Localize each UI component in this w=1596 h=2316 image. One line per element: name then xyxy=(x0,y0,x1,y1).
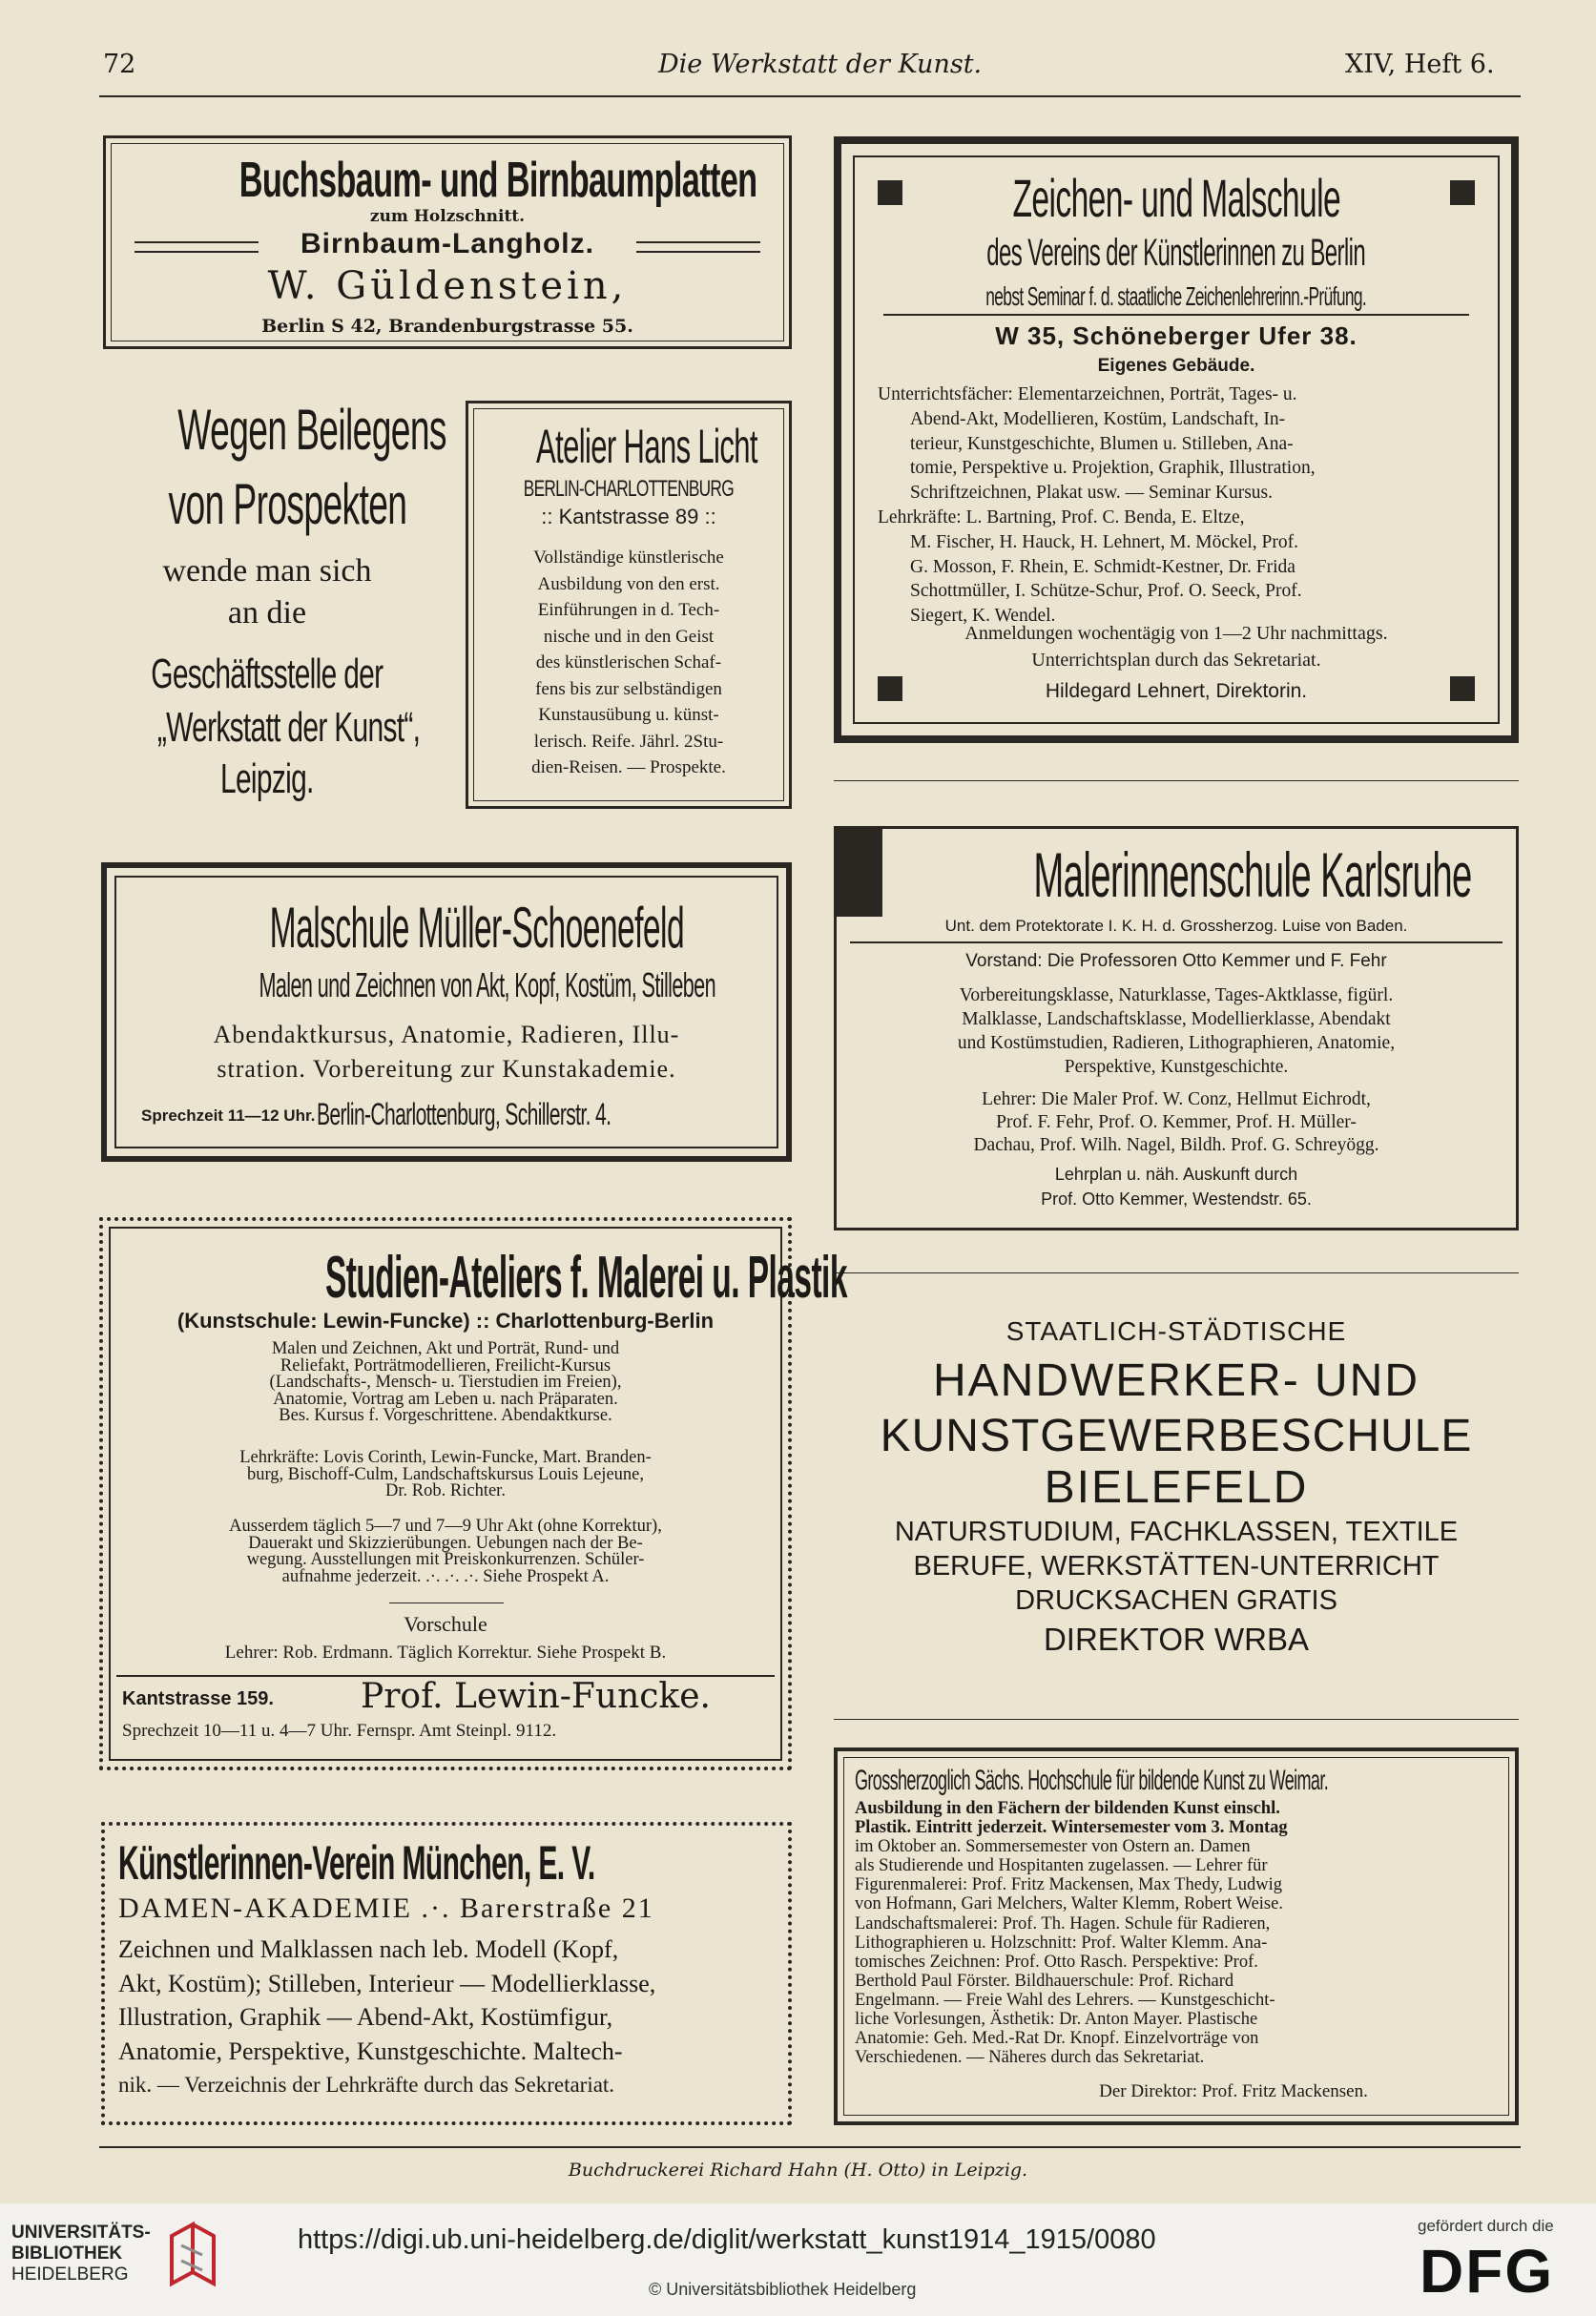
karlsruhe-patron: Unt. dem Protektorate I. K. H. d. Grossherzog. Luise von Baden. xyxy=(944,917,1408,935)
studien-body2 xyxy=(116,1450,775,1500)
karlsruhe-line: Vorbereitungsklasse, Naturklasse, Tages-Aktklasse, figürl. xyxy=(959,985,1394,1005)
ad-weimar xyxy=(834,1747,1519,2125)
weimar-line: Landschaftsmalerei: Prof. Th. Hagen. Schule für Radieren, xyxy=(855,1913,1271,1933)
studien-line: Anatomie, Vortrag am Leben u. nach Präparaten. xyxy=(273,1389,618,1409)
zeichen-line: Schriftzeichnen, Plakat usw. — Seminar Kursus. xyxy=(910,483,1273,504)
zeichen-line: G. Mosson, F. Rhein, E. Schmidt-Kestner, Dr. Frida xyxy=(910,556,1295,577)
muenchen-line: nik. — Verzeichnis der Lehrkräfte durch das Sekretariat. xyxy=(118,2073,615,2097)
studien-line: Ausserdem täglich 5—7 und 7—9 Uhr Akt (ohne Korrektur), xyxy=(229,1517,662,1536)
beilegen-line7: Leipzig. xyxy=(220,755,314,802)
zeichen-hours: Anmeldungen wochentägig von 1—2 Uhr nachmittags. xyxy=(964,623,1388,644)
zeichen-line: Schottmüller, I. Schütze-Schur, Prof. O. Seeck, Prof. xyxy=(910,581,1302,602)
printer-rule xyxy=(99,2146,1521,2148)
studien-vorschule: Vorschule xyxy=(404,1612,487,1636)
weimar-line: Figurenmalerei: Prof. Fritz Mackensen, Max Thedy, Ludwig xyxy=(855,1875,1283,1895)
bielefeld-line6: BERUFE, WERKSTÄTTEN-UNTERRICHT xyxy=(913,1551,1440,1582)
ad-zeichen xyxy=(834,136,1519,743)
buchsbaum-product: Birnbaum-Langholz. xyxy=(301,228,594,259)
licht-line: Einführungen in d. Tech- xyxy=(537,600,720,620)
ad-studien xyxy=(99,1217,847,1770)
weimar-line: Verschiedenen. — Näheres durch das Sekretariat. xyxy=(855,2048,1205,2068)
weimar-line: Lithographieren u. Holzschnitt: Prof. Walter Klemm. Ana- xyxy=(855,1933,1268,1953)
zeichen-seminar: nebst Seminar f. d. staatliche Zeichenlehrerinn.-Prüfung. xyxy=(985,281,1367,311)
mueller-hours: Sprechzeit 11—12 Uhr. xyxy=(141,1106,316,1125)
buchsbaum-company: W. Güldenstein, xyxy=(267,264,628,308)
mueller-line1: Abendaktkursus, Anatomie, Radieren, Illu- xyxy=(213,1021,680,1048)
zeichen-body xyxy=(878,383,1475,629)
karlsruhe-info2: Prof. Otto Kemmer, Westendstr. 65. xyxy=(1041,1189,1312,1209)
studien-line: Dauerakt und Skizzierübungen. Uebungen nach der Be- xyxy=(248,1533,643,1553)
library-line3: HEIDELBERG xyxy=(11,2264,129,2285)
zeichen-line: Unterrichtsfächer: Elementarzeichnen, Porträt, Tages- u. xyxy=(878,384,1297,404)
library-logo-icon xyxy=(164,2217,221,2297)
library-line1: UNIVERSITÄTS- xyxy=(11,2223,151,2243)
buchsbaum-title: Buchsbaum- und Birnbaumplatten xyxy=(238,153,757,208)
journal-title: Die Werkstatt der Kunst. xyxy=(658,50,983,79)
karlsruhe-divider xyxy=(850,941,1503,943)
muenchen-body xyxy=(118,1933,778,2102)
karlsruhe-teacher-line: Lehrer: Die Maler Prof. W. Conz, Hellmut Eichrodt, xyxy=(982,1089,1371,1109)
beilegen-line1: Wegen Beilegens xyxy=(177,398,446,462)
muenchen-title: Künstlerinnen-Verein München, E. V. xyxy=(118,1836,595,1890)
mueller-line2: stration. Vorbereitung zur Kunstakademie. xyxy=(217,1055,676,1083)
zeichen-line: Lehrkräfte: L. Bartning, Prof. C. Benda, E. Eltze, xyxy=(878,507,1245,527)
studien-prof: Prof. Lewin-Funcke. xyxy=(361,1677,711,1716)
licht-line: lerisch. Reife. Jährl. 2Stu- xyxy=(533,731,724,752)
beilegen-line2: von Prospekten xyxy=(168,472,407,536)
weimar-line: Plastik. Eintritt jederzeit. Wintersemester vom 3. Montag xyxy=(855,1818,1288,1838)
zeichen-director: Hildegard Lehnert, Direktorin. xyxy=(1045,680,1308,702)
zeichen-line: tomie, Perspektive u. Projektion, Graphik, Illustration, xyxy=(910,458,1316,479)
page-number: 72 xyxy=(103,50,136,79)
ad-mueller xyxy=(101,862,792,1162)
muenchen-line: Akt, Kostüm); Stilleben, Interieur — Modellierklasse, xyxy=(118,1969,656,1997)
ad-beilegen xyxy=(95,391,446,811)
licht-street: :: Kantstrasse 89 :: xyxy=(541,505,716,528)
zeichen-address: W 35, Schöneberger Ufer 38. xyxy=(995,321,1358,350)
studien-line: Reliefakt, Porträtmodellieren, Freilicht-Kursus xyxy=(280,1355,611,1375)
karlsruhe-title: Malerinnenschule Karlsruhe xyxy=(1033,839,1472,910)
buchsbaum-subtitle: zum Holzschnitt. xyxy=(369,207,526,226)
studien-line: wegung. Ausstellungen mit Preiskonkurrenzen. Schüler- xyxy=(246,1550,645,1570)
karlsruhe-line: Perspektive, Kunstgeschichte. xyxy=(1064,1057,1289,1077)
zeichen-line: M. Fischer, H. Hauck, H. Lehnert, M. Möckel, Prof. xyxy=(910,531,1299,552)
zeichen-title: Zeichen- und Malschule xyxy=(1012,168,1340,228)
funding-label: gefördert durch die xyxy=(1418,2217,1554,2235)
weimar-line: liche Vorlesungen, Ästhetik: Dr. Anton Mayer. Plastische xyxy=(855,2010,1258,2030)
mueller-subtitle: Malen und Zeichnen von Akt, Kopf, Kostüm, Stilleben xyxy=(259,965,715,1004)
zeichen-building: Eigenes Gebäude. xyxy=(1097,356,1255,376)
licht-line: Ausbildung von den erst. xyxy=(537,573,720,594)
ad-bielefeld xyxy=(834,1307,1519,1660)
zeichen-line: Abend-Akt, Modellieren, Kostüm, Landschaft, In- xyxy=(910,408,1286,429)
weimar-line: tomisches Zeichnen: Prof. Otto Rasch. Perspektive: Prof. xyxy=(855,1952,1258,1972)
muenchen-line: Anatomie, Perspektive, Kunstgeschichte. Maltech- xyxy=(118,2037,623,2065)
karlsruhe-teacher-line: Dachau, Prof. Wilh. Nagel, Bildh. Prof. G. Schreyögg. xyxy=(973,1135,1379,1155)
beilegen-line6: „Werkstatt der Kunst“, xyxy=(156,704,421,751)
weimar-line: Ausbildung in den Fächern der bildenden Kunst einschl. xyxy=(855,1799,1280,1818)
column-rule xyxy=(834,780,1519,781)
licht-line: Kunstausübung u. künst- xyxy=(538,705,719,725)
viewer-footer xyxy=(0,2203,1596,2316)
buchsbaum-address: Berlin S 42, Brandenburgstrasse 55. xyxy=(261,316,633,337)
licht-line: nische und in den Geist xyxy=(543,626,715,647)
karlsruhe-line: Malklasse, Landschaftsklasse, Modellierklasse, Abendakt xyxy=(962,1009,1391,1029)
issue-label: XIV, Heft 6. xyxy=(1345,50,1495,79)
zeichen-plan: Unterrichtsplan durch das Sekretariat. xyxy=(1031,650,1321,671)
weimar-line: Engelmann. — Freie Wahl des Lehrers. — Kunstgeschicht- xyxy=(855,1990,1275,2010)
column-rule xyxy=(834,1719,1519,1720)
beilegen-line3: wende man sich xyxy=(162,553,372,589)
mueller-address: Berlin-Charlottenburg, Schillerstr. 4. xyxy=(317,1097,611,1131)
zeichen-line: Siegert, K. Wendel. xyxy=(910,606,1056,627)
weimar-title: Grossherzoglich Sächs. Hochschule für bildende Kunst zu Weimar. xyxy=(855,1765,1329,1796)
licht-city: BERLIN-CHARLOTTENBURG xyxy=(523,476,735,502)
permalink-url[interactable]: https://digi.ub.uni-heidelberg.de/diglit/werkstatt_kunst1914_1915/0080 xyxy=(298,2224,1156,2255)
bielefeld-line5: NATURSTUDIUM, FACHKLASSEN, TEXTILE xyxy=(894,1517,1459,1547)
studien-line: Lehrkräfte: Lovis Corinth, Lewin-Funcke, Mart. Branden- xyxy=(239,1448,652,1467)
karlsruhe-board: Vorstand: Die Professoren Otto Kemmer und F. Fehr xyxy=(965,951,1387,971)
column-rule xyxy=(834,1272,1519,1273)
zeichen-line: terieur, Kunstgeschichte, Blumen u. Stilleben, Ana- xyxy=(910,433,1294,454)
weimar-body xyxy=(855,1799,1502,2067)
studien-subtitle: (Kunstschule: Lewin-Funcke) :: Charlottenburg-Berlin xyxy=(176,1309,715,1333)
zeichen-divider xyxy=(883,314,1469,316)
bielefeld-line2: HANDWERKER- UND xyxy=(933,1355,1420,1406)
ad-muenchen xyxy=(101,1822,792,2125)
bielefeld-line1: STAATLICH-STÄDTISCHE xyxy=(1005,1316,1347,1346)
ad-licht xyxy=(466,401,792,809)
bielefeld-line3: KUNSTGEWERBESCHULE xyxy=(880,1411,1473,1461)
studien-line: (Landschafts-, Mensch- u. Tierstudien im Freien), xyxy=(269,1373,622,1393)
mueller-title: Malschule Müller-Schoenefeld xyxy=(269,896,685,960)
dfg-logo: DFG xyxy=(1420,2237,1555,2306)
karlsruhe-line: und Kostümstudien, Radieren, Lithographieren, Anatomie, xyxy=(957,1033,1396,1053)
divider-right xyxy=(636,241,760,253)
muenchen-line: Illustration, Graphik — Abend-Akt, Kostümfigur, xyxy=(118,2003,613,2031)
studien-line: Bes. Kursus f. Vorgeschrittene. Abendaktkurse. xyxy=(279,1406,612,1426)
bielefeld-line7: DRUCKSACHEN GRATIS xyxy=(1015,1585,1337,1616)
studien-title: Studien-Ateliers f. Malerei u. Plastik xyxy=(324,1245,847,1311)
ad-buchsbaum xyxy=(103,135,792,349)
printer-line: Buchdruckerei Richard Hahn (H. Otto) in Leipzig. xyxy=(568,2160,1028,2181)
licht-title: Atelier Hans Licht xyxy=(536,420,757,473)
licht-line: fens bis zur selbständigen xyxy=(535,678,722,699)
bielefeld-line8: DIREKTOR WRBA xyxy=(1043,1622,1310,1657)
weimar-line: im Oktober an. Sommersemester von Ostern an. Damen xyxy=(855,1837,1251,1857)
zeichen-subtitle: des Vereins der Künstlerinnen zu Berlin xyxy=(986,232,1366,274)
karlsruhe-teachers xyxy=(848,1088,1504,1157)
bielefeld-line4: BIELEFELD xyxy=(1044,1462,1309,1513)
studien-vorschule-line: Lehrer: Rob. Erdmann. Täglich Korrektur. Siehe Prospekt B. xyxy=(224,1643,667,1663)
karlsruhe-teacher-line: Prof. F. Fehr, Prof. O. Kemmer, Prof. H. Müller- xyxy=(996,1112,1357,1132)
studien-line: Malen und Zeichnen, Akt und Porträt, Rund- und xyxy=(271,1339,620,1358)
weimar-line: von Hofmann, Gari Melchers, Walter Klemm, Robert Weise. xyxy=(855,1894,1283,1914)
studien-street: Kantstrasse 159. xyxy=(122,1688,274,1709)
studien-line: burg, Bischoff-Culm, Landschaftskursus Louis Lejeune, xyxy=(246,1464,644,1484)
studien-line: aufnahme jederzeit. .·. .·. .·. Siehe Prospekt A. xyxy=(281,1566,610,1586)
library-line2: BIBLIOTHEK xyxy=(11,2244,123,2264)
studien-hours: Sprechzeit 10—11 u. 4—7 Uhr. Fernspr. Amt Steinpl. 9112. xyxy=(122,1721,557,1741)
beilegen-line4: an die xyxy=(227,595,307,631)
licht-body xyxy=(487,545,770,781)
studien-body1 xyxy=(116,1341,775,1425)
licht-line: Vollständige künstlerische xyxy=(533,548,724,568)
ad-karlsruhe xyxy=(834,826,1519,1230)
library-name xyxy=(11,2223,151,2285)
muenchen-line: Zeichnen und Malklassen nach leb. Modell (Kopf, xyxy=(118,1935,619,1963)
karlsruhe-info1: Lehrplan u. näh. Auskunft durch xyxy=(1054,1165,1298,1184)
karlsruhe-body xyxy=(848,983,1504,1079)
copyright: © Universitätsbibliothek Heidelberg xyxy=(649,2280,917,2299)
weimar-line: Berthold Paul Förster. Bildhauerschule: Prof. Richard xyxy=(855,1971,1234,1991)
weimar-director: Der Direktor: Prof. Fritz Mackensen. xyxy=(1099,2081,1368,2101)
header-rule xyxy=(99,95,1521,97)
weimar-line: als Studierende und Hospitanten zugelassen. — Lehrer für xyxy=(855,1856,1268,1876)
weimar-line: Anatomie: Geh. Med.-Rat Dr. Knopf. Einzelvorträge von xyxy=(855,2029,1259,2049)
muenchen-subtitle: DAMEN-AKADEMIE .·. Barerstraße 21 xyxy=(118,1892,654,1924)
beilegen-line5: Geschäftsstelle der xyxy=(151,651,383,697)
licht-line: des künstlerischen Schaf- xyxy=(535,652,722,672)
studien-body3 xyxy=(116,1519,775,1585)
licht-line: dien-Reisen. — Prospekte. xyxy=(531,757,726,777)
studien-line: Dr. Rob. Richter. xyxy=(385,1481,506,1501)
